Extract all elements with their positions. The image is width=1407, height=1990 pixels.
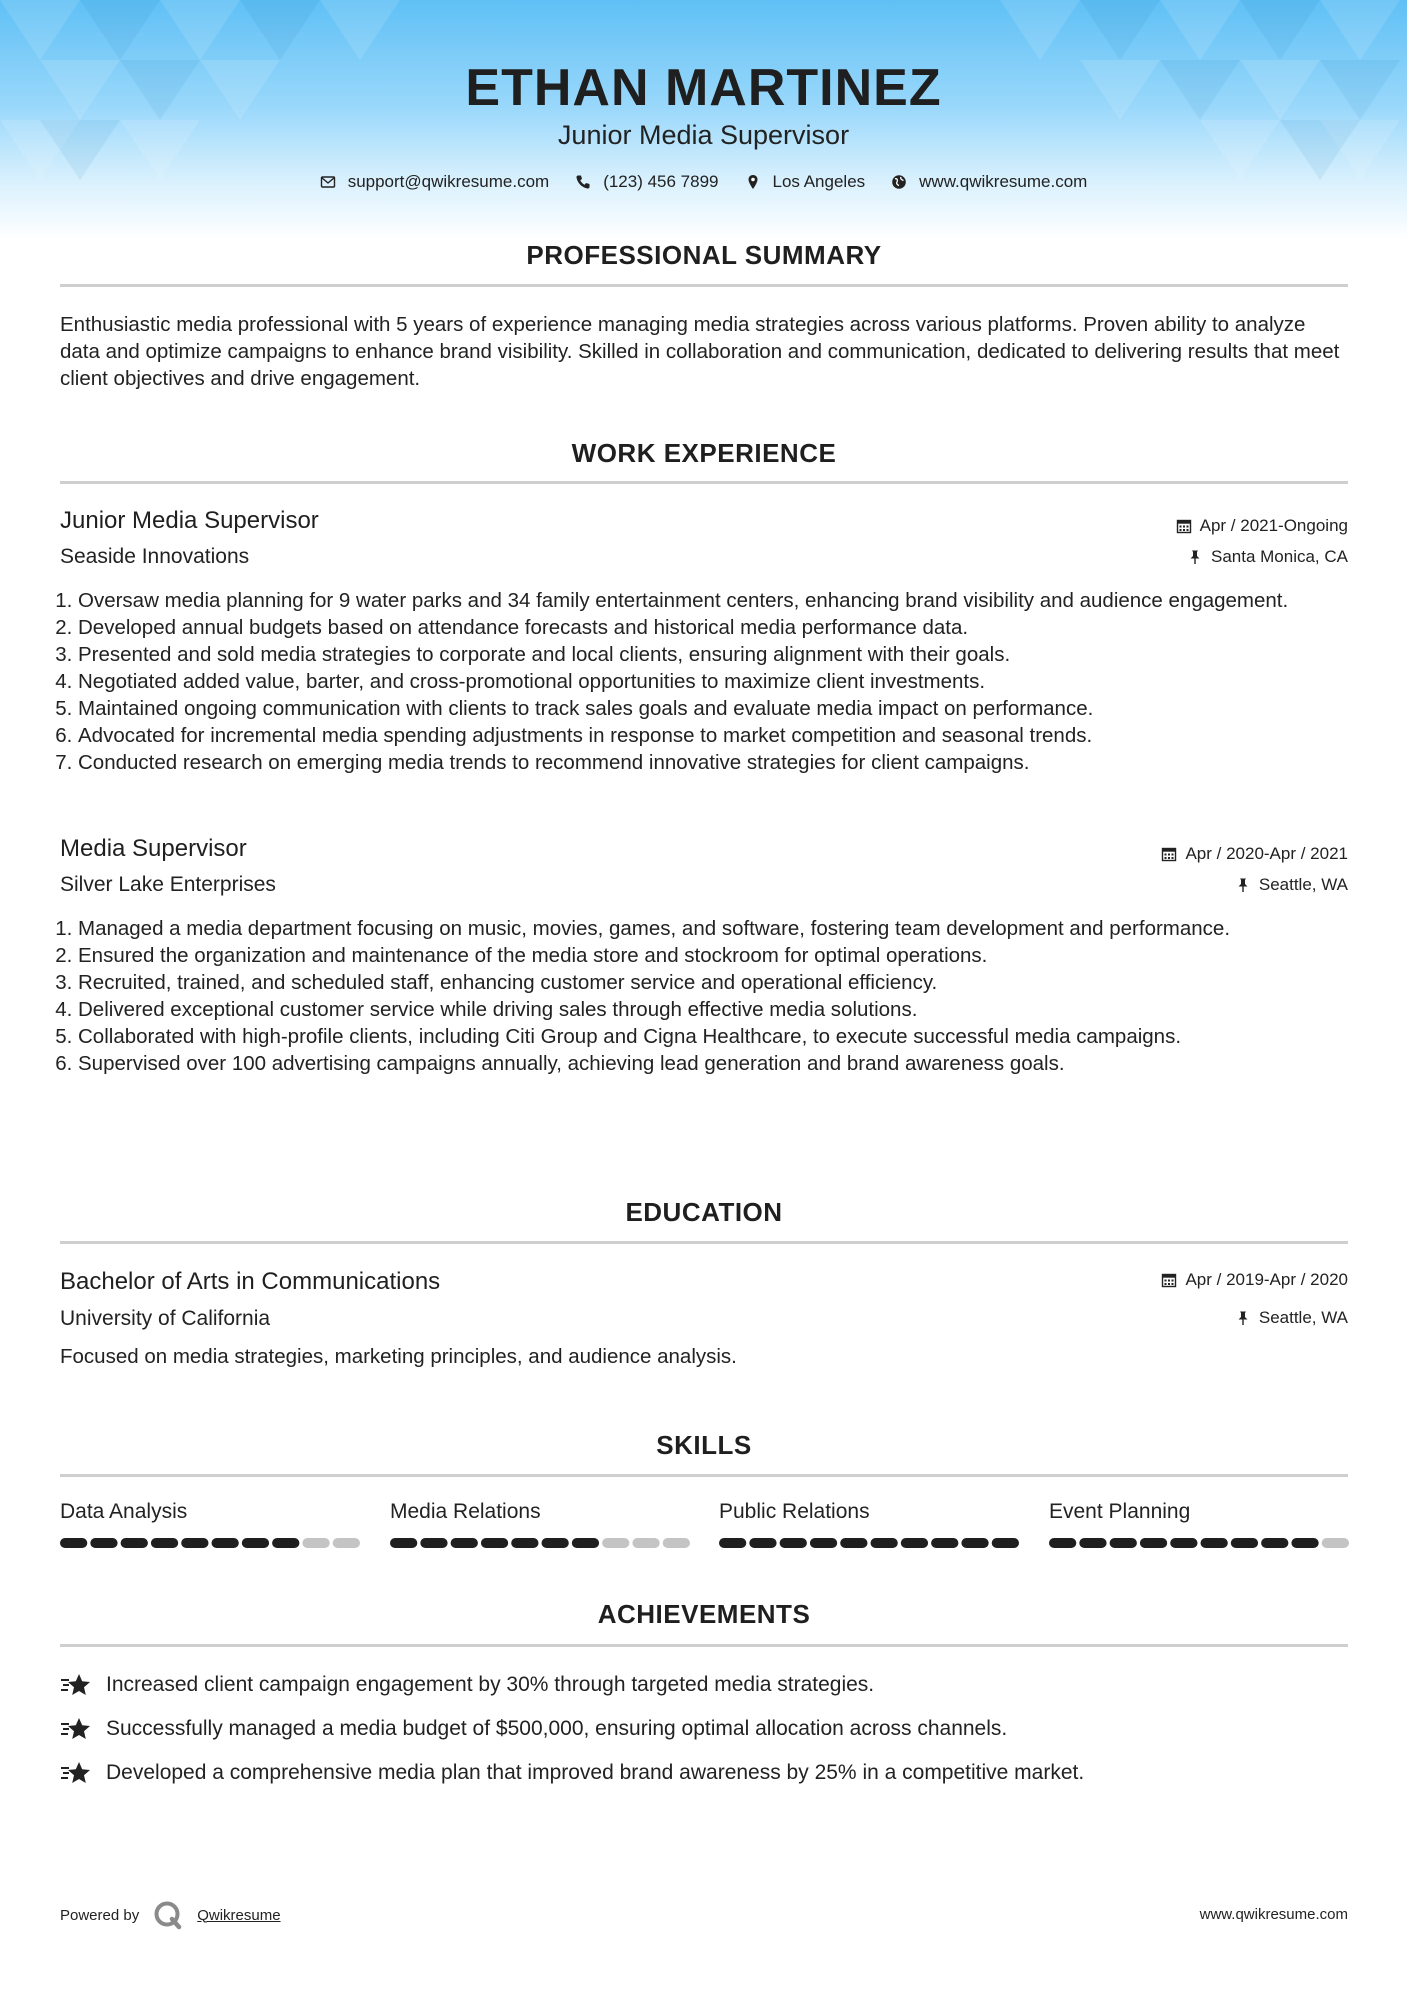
envelope-icon [320,174,336,190]
skill-segment-filled [420,1538,447,1548]
skill-segment-filled [810,1538,837,1548]
job-date-text: Apr / 2021-Ongoing [1199,516,1348,535]
skill-level-bar [719,1538,1019,1548]
summary-text: Enthusiastic media professional with 5 years of experience managing media strategies across various platforms. Proven ability to analyze data and optimize campaigns to enhance brand visibility. Skilled in collaboration and communication, dedicated to delivering results that meet client objectives and drive engagement. [60,313,1340,390]
skills-heading: SKILLS [656,1430,752,1460]
skill-segment-filled [1110,1538,1137,1548]
skill-segment-filled [90,1538,117,1548]
job-bullet-list [60,587,1368,776]
education-divider [60,1241,1348,1244]
job-title: Junior Media Supervisor [60,507,319,534]
list-item: 5. Maintained ongoing communication with clients to track sales goals and evaluate media impact on performance. [78,695,1368,722]
skill-segment-filled [1291,1538,1318,1548]
contact-phone[interactable] [575,172,718,192]
skill-segment-filled [719,1538,746,1548]
skill-item [719,1500,1019,1524]
phone-icon [575,174,591,190]
skill-segment-empty [602,1538,629,1548]
list-item: 1. Managed a media department focusing on music, movies, games, and software, fostering team development and performance. [78,915,1368,942]
skill-segment-filled [481,1538,508,1548]
contact-email[interactable] [320,172,550,192]
star-icon [60,1716,92,1742]
candidate-title: Junior Media Supervisor [557,120,850,150]
skill-segment-filled [242,1538,269,1548]
qwikresume-link[interactable]: Qwikresume [197,1906,281,1924]
achievement-text: Successfully managed a media budget of $500,000, ensuring optimal allocation across channels. [106,1717,1008,1740]
list-item: 6. Advocated for incremental media spending adjustments in response to market competition and seasonal trends. [78,722,1368,749]
experience-heading: WORK EXPERIENCE [571,438,837,468]
skill-segment-filled [1170,1538,1197,1548]
education-description: Focused on media strategies, marketing principles, and audience analysis. [60,1345,737,1368]
skill-segment-filled [60,1538,87,1548]
contact-bar [0,172,1407,192]
education-heading: EDUCATION [625,1197,783,1227]
job-location [1235,875,1348,895]
education-location-text: Seattle, WA [1258,1308,1348,1327]
skill-segment-filled [572,1538,599,1548]
skill-segment-empty [333,1538,360,1548]
email-text: support@qwikresume.com [347,172,550,191]
powered-by-label: Powered by [60,1906,140,1924]
contact-website[interactable] [891,172,1087,192]
skill-item [60,1500,360,1524]
skill-label: Data Analysis [60,1500,188,1523]
achievement-text: Increased client campaign engagement by 30% through targeted media strategies. [106,1673,875,1696]
job-date [1161,844,1348,864]
job-location-text: Santa Monica, CA [1210,547,1348,566]
star-icon [60,1672,92,1698]
skill-segment-filled [181,1538,208,1548]
globe-icon [891,174,907,190]
list-item: 6. Supervised over 100 advertising campaigns annually, achieving lead generation and brand awareness goals. [78,1050,1368,1077]
list-item: 7. Conducted research on emerging media trends to recommend innovative strategies for client campaigns. [78,749,1368,776]
skill-segment-filled [1140,1538,1167,1548]
job-location-text: Seattle, WA [1258,875,1348,894]
skill-segment-filled [780,1538,807,1548]
job-location [1187,547,1348,567]
achievement-item [60,1716,1007,1742]
achievement-item [60,1672,874,1698]
skill-segment-filled [121,1538,148,1548]
list-item: 5. Collaborated with high-profile clients, including Citi Group and Cigna Healthcare, to execute successful media campaigns. [78,1023,1368,1050]
job-date-text: Apr / 2020-Apr / 2021 [1185,844,1348,863]
skill-segment-filled [901,1538,928,1548]
skill-level-bar [390,1538,690,1548]
list-item: 2. Ensured the organization and maintenance of the media store and stockroom for optimal operations. [78,942,1368,969]
skill-item [1049,1500,1349,1524]
skill-segment-filled [542,1538,569,1548]
achievement-item [60,1760,1084,1786]
star-icon [60,1760,92,1786]
skill-segment-filled [451,1538,478,1548]
education-date [1161,1270,1348,1290]
pushpin-icon [1235,877,1251,893]
phone-text: (123) 456 7899 [603,172,719,191]
footer-website[interactable]: www.qwikresume.com [1199,1906,1348,1923]
pushpin-icon [1187,549,1203,565]
skill-label: Public Relations [719,1500,870,1523]
website-text: www.qwikresume.com [919,172,1088,191]
school-name: University of California [60,1307,271,1330]
skill-segment-filled [871,1538,898,1548]
location-text: Los Angeles [772,172,866,191]
list-item: 4. Negotiated added value, barter, and cross-promotional opportunities to maximize client investments. [78,668,1368,695]
map-pin-icon [745,174,761,190]
list-item: 1. Oversaw media planning for 9 water parks and 34 family entertainment centers, enhancing brand visibility and audience engagement. [78,587,1368,614]
skill-segment-filled [1049,1538,1076,1548]
job-date [1176,516,1348,536]
skill-level-bar [60,1538,360,1548]
education-location [1235,1308,1348,1328]
summary-divider [60,284,1348,287]
skill-segment-filled [511,1538,538,1548]
skill-segment-empty [663,1538,690,1548]
skill-segment-empty [302,1538,329,1548]
skill-segment-filled [1079,1538,1106,1548]
degree-title: Bachelor of Arts in Communications [60,1268,441,1295]
skill-segment-filled [840,1538,867,1548]
footer-branding [60,1900,281,1930]
skills-divider [60,1474,1348,1477]
skill-label: Event Planning [1049,1500,1191,1523]
skill-segment-filled [931,1538,958,1548]
list-item: 2. Developed annual budgets based on attendance forecasts and historical media performance data. [78,614,1368,641]
skill-segment-filled [992,1538,1019,1548]
skill-segment-filled [1261,1538,1288,1548]
skill-segment-empty [632,1538,659,1548]
calendar-icon [1161,1272,1177,1288]
list-item: 3. Presented and sold media strategies to corporate and local clients, ensuring alignment with their goals. [78,641,1368,668]
skill-segment-filled [1231,1538,1258,1548]
achievements-divider [60,1644,1348,1647]
experience-divider [60,481,1348,484]
calendar-icon [1176,518,1192,534]
skill-level-bar [1049,1538,1349,1548]
list-item: 4. Delivered exceptional customer service while driving sales through effective media solutions. [78,996,1368,1023]
calendar-icon [1161,846,1177,862]
skill-label: Media Relations [390,1500,541,1523]
contact-location [745,172,866,192]
summary-heading: PROFESSIONAL SUMMARY [526,240,882,270]
skill-segment-filled [272,1538,299,1548]
pushpin-icon [1235,1310,1251,1326]
skill-segment-filled [1201,1538,1228,1548]
skill-item [390,1500,690,1524]
skill-segment-filled [212,1538,239,1548]
qwikresume-logo-icon [153,1900,183,1930]
job-title: Media Supervisor [60,835,247,862]
job-company: Seaside Innovations [60,545,250,568]
achievement-text: Developed a comprehensive media plan that improved brand awareness by 25% in a competitive market. [106,1761,1085,1784]
job-company: Silver Lake Enterprises [60,873,276,896]
skill-segment-filled [151,1538,178,1548]
job-bullet-list [60,915,1368,1077]
achievements-heading: ACHIEVEMENTS [597,1599,811,1629]
skill-segment-filled [390,1538,417,1548]
skill-segment-filled [961,1538,988,1548]
skill-segment-empty [1322,1538,1349,1548]
skill-segment-filled [749,1538,776,1548]
candidate-name: ETHAN MARTINEZ [465,59,942,117]
list-item: 3. Recruited, trained, and scheduled staff, enhancing customer service and operational efficiency. [78,969,1368,996]
education-date-text: Apr / 2019-Apr / 2020 [1185,1270,1348,1289]
